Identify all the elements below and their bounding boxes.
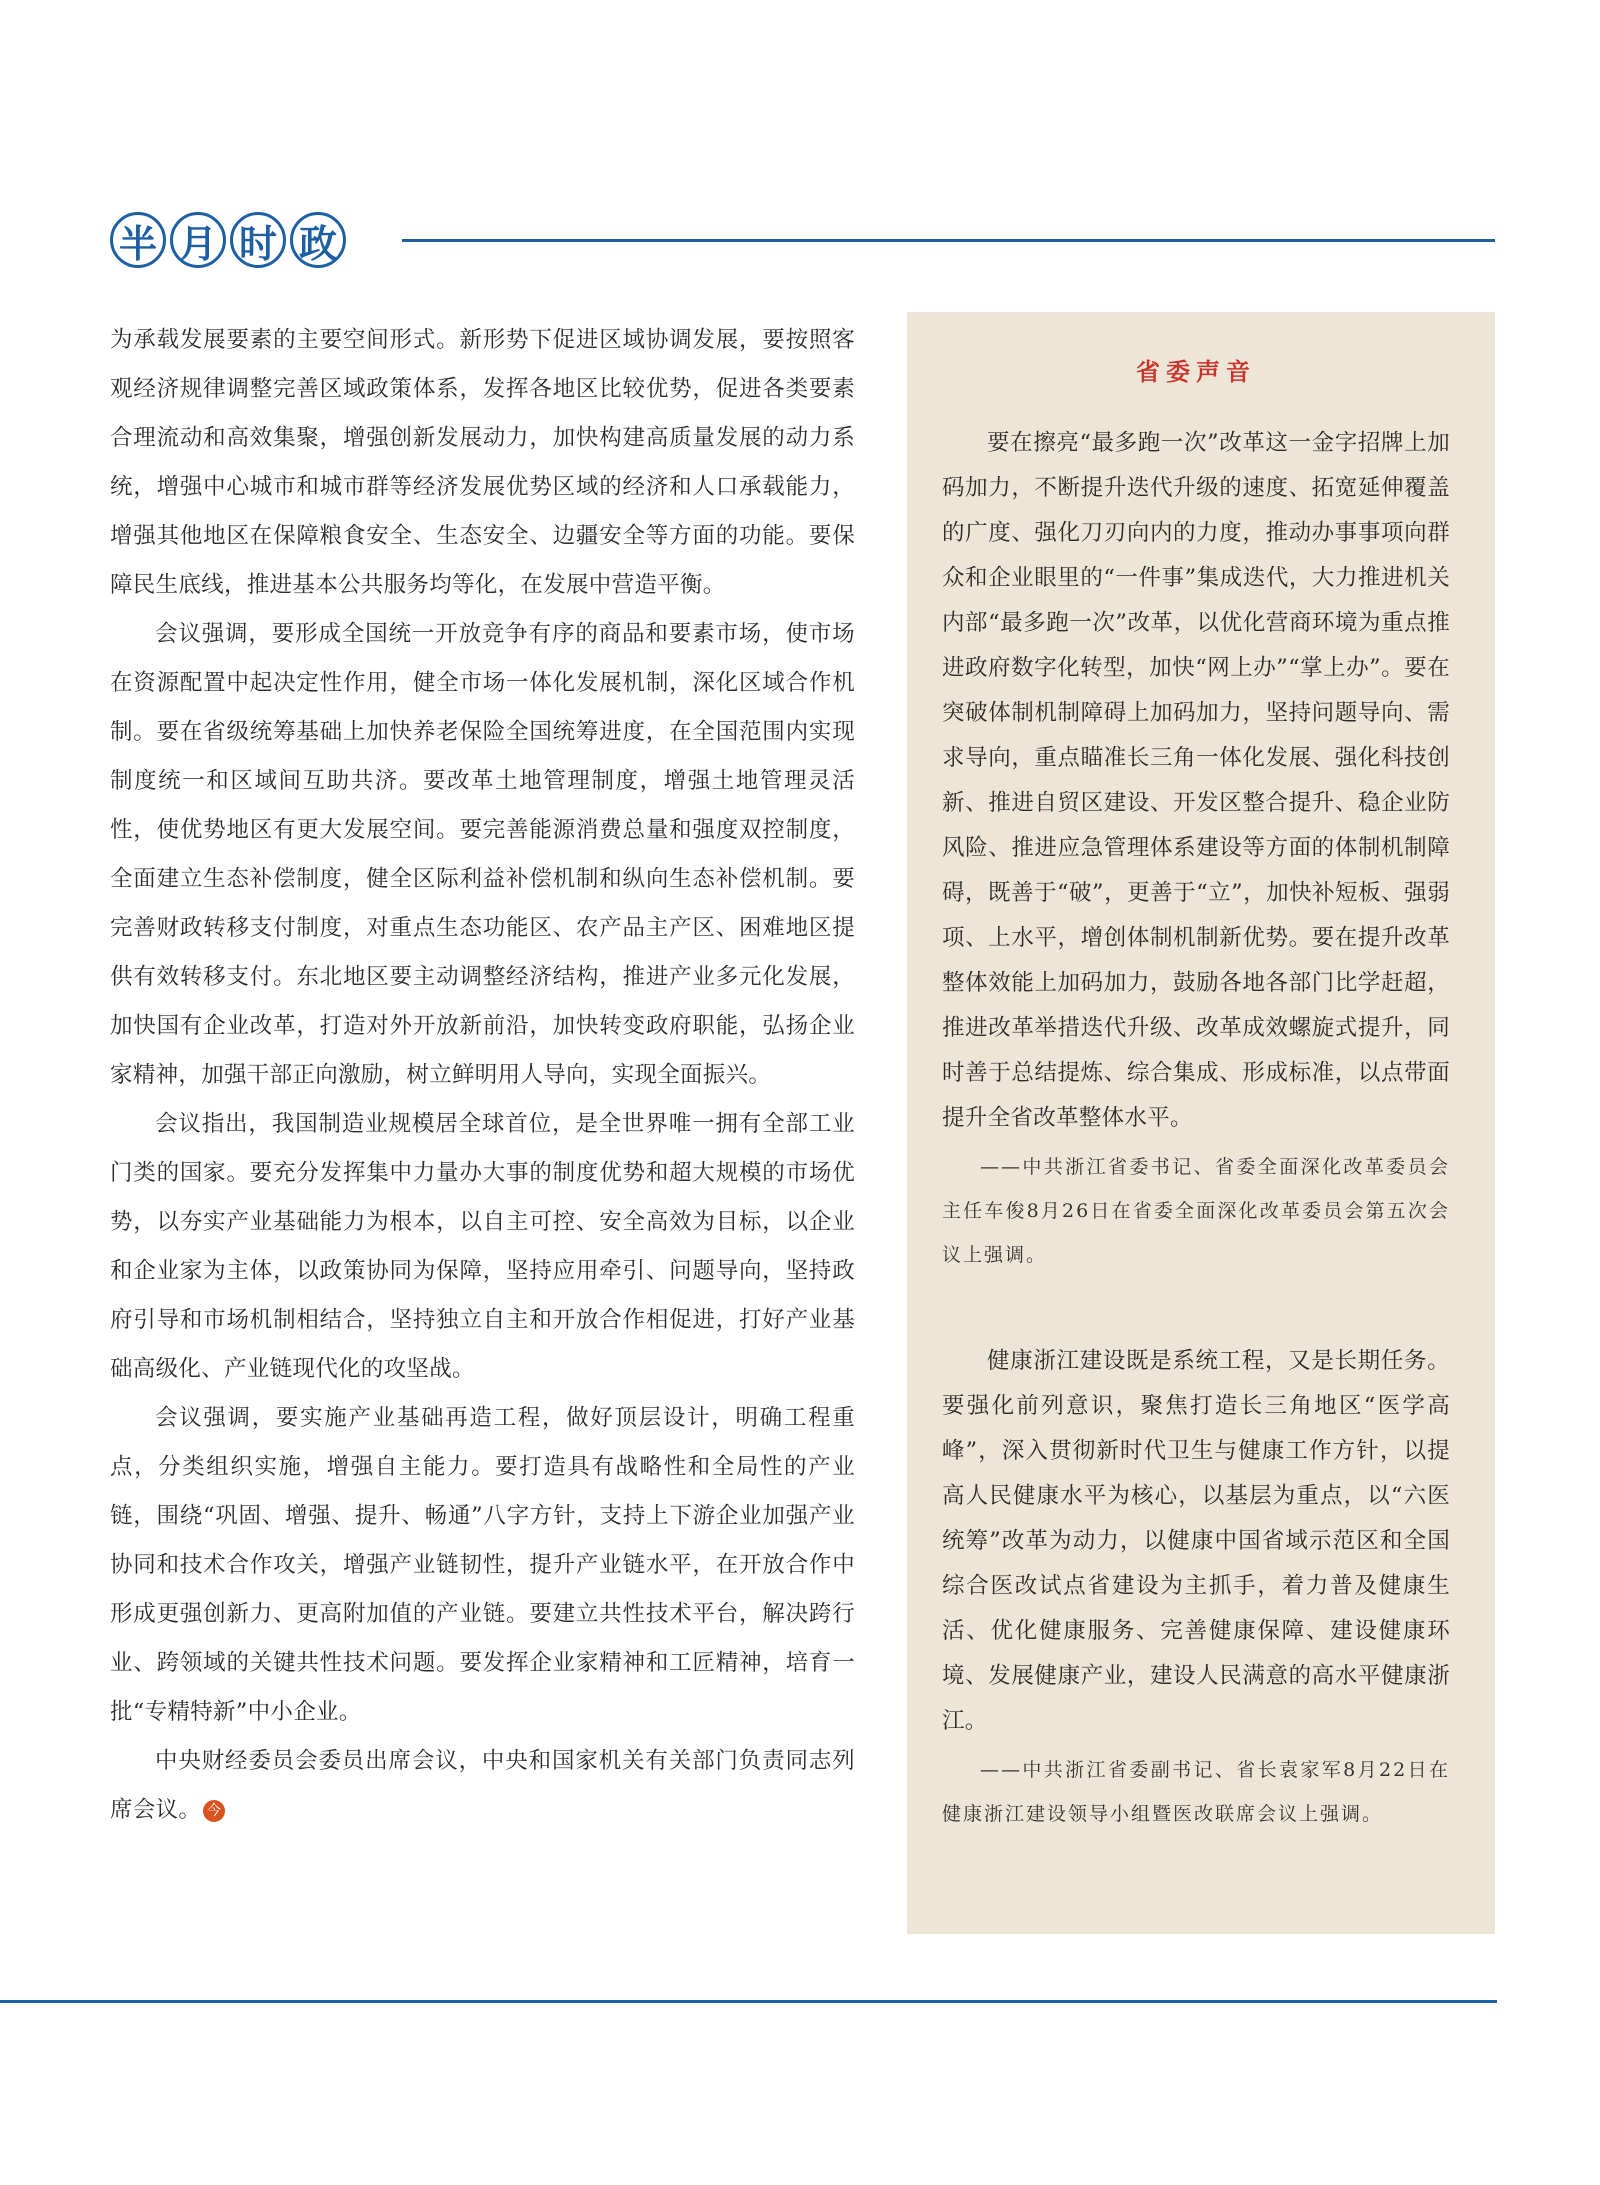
article-paragraph-2: 会议强调，要形成全国统一开放竞争有序的商品和要素市场，使市场在资源配置中起决定性作用，健全市场一体化发展机制，深化区域合作机制。要在省级统筹基础上加快养老保险全国统筹进度，在全国范围内实现制度统一和区域间互助共济。要改革土地管理制度，增强土地管理灵活性，使优势地区有更大发展空间。要完善能源消费总量和强度双控制度，全面建立生态补偿制度，健全区际利益补偿机制和纵向生态补偿机制。要完善财政转移支付制度，对重点生态功能区、农产品主产区、困难地区提供有效转移支付。东北地区要主动调整经济结构，推进产业多元化发展，加快国有企业改革，打造对外开放新前沿，加快转变政府职能，弘扬企业家精神，加强干部正向激励，树立鲜明用人导向，实现全面振兴。 — [110, 621, 855, 1088]
section-title — [110, 212, 346, 268]
title-char-1: 半 — [110, 212, 166, 268]
sidebar-quote-2: 健康浙江建设既是系统工程，又是长期任务。要强化前列意识，聚焦打造长三角地区“医学高峰”，深入贯彻新时代卫生与健康工作方针，以提高人民健康水平为核心，以基层为重点，以“六医统筹”改革为动力，以健康中国省域示范区和全国综合医改试点省建设为主抓手，着力普及健康生活、优化健康服务、完善健康保障、建设健康环境、发展健康产业，建设人民满意的高水平健康浙江。 — [942, 1348, 1450, 1734]
article-paragraph-5 — [110, 1737, 855, 1835]
sidebar-spacer — [942, 1277, 1450, 1339]
sidebar-box — [907, 312, 1495, 1934]
article-paragraph-5-text: 中央财经委员会委员出席会议，中央和国家机关有关部门负责同志列席会议。 — [110, 1748, 855, 1823]
title-char-4: 政 — [290, 212, 346, 268]
article-paragraph-4: 会议强调，要实施产业基础再造工程，做好顶层设计，明确工程重点，分类组织实施，增强自主能力。要打造具有战略性和全局性的产业链，围绕“巩固、增强、提升、畅通”八字方针，支持上下游企业加强产业协同和技术合作攻关，增强产业链韧性，提升产业链水平，在开放合作中形成更强创新力、更高附加值的产业链。要建立共性技术平台，解决跨行业、跨领域的关键共性技术问题。要发挥企业家精神和工匠精神，培育一批“专精特新”中小企业。 — [110, 1405, 855, 1725]
article-paragraph-3: 会议指出，我国制造业规模居全球首位，是全世界唯一拥有全部工业门类的国家。要充分发挥集中力量办大事的制度优势和超大规模的市场优势，以夯实产业基础能力为根本，以自主可控、安全高效为目标，以企业和企业家为主体，以政策协同为保障，坚持应用牵引、问题导向，坚持政府引导和市场机制相结合，坚持独立自主和开放合作相促进，打好产业基础高级化、产业链现代化的攻坚战。 — [110, 1111, 855, 1382]
article-paragraph-1: 为承载发展要素的主要空间形式。新形势下促进区域协调发展，要按照客观经济规律调整完善区域政策体系，发挥各地区比较优势，促进各类要素合理流动和高效集聚，增强创新发展动力，加快构建高质量发展的动力系统，增强中心城市和城市群等经济发展优势区域的经济和人口承载能力，增强其他地区在保障粮食安全、生态安全、边疆安全等方面的功能。要保障民生底线，推进基本公共服务均等化，在发展中营造平衡。 — [110, 327, 855, 598]
footer-rule — [0, 2000, 1497, 2003]
main-article-column — [110, 316, 855, 1835]
end-mark-icon: 今 — [203, 1800, 225, 1822]
title-char-2: 月 — [170, 212, 226, 268]
title-char-3: 时 — [230, 212, 286, 268]
sidebar-quote-1: 要在擦亮“最多跑一次”改革这一金字招牌上加码加力，不断提升迭代升级的速度、拓宽延伸覆盖的广度、强化刀刃向内的力度，推动办事事项向群众和企业眼里的“一件事”集成迭代，大力推进机关内部“最多跑一次”改革，以优化营商环境为重点推进政府数字化转型，加快“网上办”“掌上办”。要在突破体制机制障碍上加码加力，坚持问题导向、需求导向，重点瞄准长三角一体化发展、强化科技创新、推进自贸区建设、开发区整合提升、稳企业防风险、推进应急管理体系建设等方面的体制机制障碍，既善于“破”，更善于“立”，加快补短板、强弱项、上水平，增创体制机制新优势。要在提升改革整体效能上加码加力，鼓励各地各部门比学赶超，推进改革举措迭代升级、改革成效螺旋式提升，同时善于总结提炼、综合集成、形成标准，以点带面提升全省改革整体水平。 — [942, 430, 1450, 1131]
sidebar-title: 省委声音 — [1136, 358, 1256, 386]
section-header — [110, 212, 1495, 276]
sidebar-attribution-2: ——中共浙江省委副书记、省长袁家军8月22日在健康浙江建设领导小组暨医改联席会议上强调。 — [942, 1759, 1450, 1825]
header-rule — [402, 239, 1495, 242]
sidebar-attribution-1: ——中共浙江省委书记、省委全面深化改革委员会主任车俊8月26日在省委全面深化改革委员会第五次会议上强调。 — [942, 1156, 1450, 1266]
